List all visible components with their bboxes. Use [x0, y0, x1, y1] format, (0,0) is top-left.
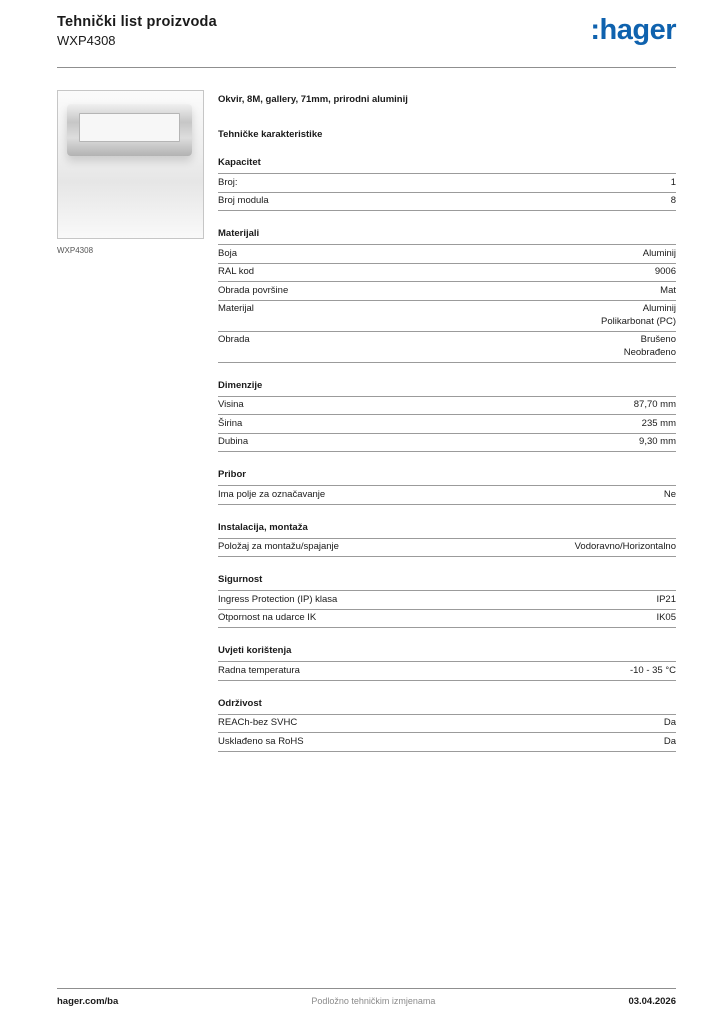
spec-value: 1 [670, 176, 676, 188]
frame-product-image [67, 104, 192, 156]
spec-label: REACh-bez SVHC [218, 717, 298, 728]
footer-date: 03.04.2026 [628, 996, 676, 1007]
spec-label: Dubina [218, 436, 249, 447]
spec-row [218, 174, 676, 193]
spec-label: Obrada površine [218, 284, 289, 296]
spec-value: 9006 [654, 266, 676, 277]
section-rows [218, 538, 676, 558]
photo-caption: WXP4308 [57, 246, 94, 255]
spec-label: Broj modula [218, 195, 269, 206]
spec-value: Vodoravno/Horizontalno [574, 541, 676, 552]
spec-values [664, 717, 676, 730]
doc-title: Tehnički list proizvoda [57, 14, 217, 30]
spec-values [642, 418, 676, 431]
product-photo [57, 90, 204, 239]
spec-values [634, 399, 676, 412]
spec-values [630, 665, 676, 678]
section-rows [218, 396, 676, 453]
spec-values [656, 594, 676, 607]
spec-value: Polikarbonat (PC) [601, 315, 676, 327]
section-title: Kapacitet [218, 157, 261, 168]
spec-label: Materijal [218, 303, 254, 314]
spec-value: Da [663, 717, 676, 728]
spec-row [218, 539, 676, 558]
spec-values [664, 736, 676, 749]
section-rows [218, 244, 676, 363]
specs-title: Tehničke karakteristike [218, 129, 323, 140]
spec-value: Brušeno [640, 334, 676, 345]
spec-value: 235 mm [641, 417, 676, 429]
section-title: Pribor [218, 469, 246, 480]
doc-product-code: WXP4308 [57, 33, 116, 48]
spec-section [218, 157, 676, 211]
spec-row [218, 591, 676, 610]
spec-row [218, 715, 676, 734]
section-rows [218, 485, 676, 505]
section-title: Materijali [218, 228, 260, 239]
frame-product-image-inner [79, 113, 180, 142]
photo-column [57, 90, 204, 255]
page-footer [57, 988, 676, 1007]
spec-section [218, 522, 676, 558]
spec-sections [218, 157, 676, 752]
spec-label: Otpornost na udarce IK [218, 612, 317, 623]
spec-section [218, 698, 676, 752]
spec-value: Mat [660, 284, 676, 296]
spec-value: Neobrađeno [623, 346, 676, 358]
spec-value: Aluminij [642, 303, 676, 314]
spec-label: Ingress Protection (IP) klasa [218, 593, 338, 605]
spec-values [656, 612, 676, 625]
spec-value: 87,70 mm [633, 399, 676, 410]
section-title: Održivost [218, 697, 262, 709]
spec-label: Broj: [218, 176, 238, 188]
spec-values [601, 303, 676, 328]
spec-section [218, 469, 676, 505]
spec-row [218, 415, 676, 434]
spec-label: Usklađeno sa RoHS [218, 735, 304, 747]
section-title: Dimenzije [218, 379, 263, 391]
spec-value: IK05 [656, 612, 676, 623]
footer-site-link: hager.com/ba [57, 996, 119, 1007]
spec-values [664, 489, 676, 502]
spec-values [671, 195, 676, 208]
spec-label: Radna temperatura [218, 664, 300, 676]
spec-row [218, 610, 676, 629]
section-title: Uvjeti korištenja [218, 645, 292, 656]
spec-label: Položaj za montažu/spajanje [218, 541, 339, 552]
spec-value: 9,30 mm [639, 436, 676, 447]
spec-value: -10 - 35 °C [629, 664, 676, 676]
spec-values [639, 436, 676, 449]
spec-row [218, 733, 676, 752]
spec-values [643, 248, 676, 261]
content-area [57, 90, 676, 752]
product-name: Okvir, 8M, gallery, 71mm, prirodni aluminij [218, 94, 408, 105]
spec-values [660, 285, 676, 298]
footer-disclaimer: Podložno tehničkim izmjenama [311, 996, 436, 1006]
spec-section [218, 645, 676, 681]
spec-row [218, 193, 676, 212]
section-rows [218, 590, 676, 628]
spec-label: Obrada [218, 334, 250, 345]
spec-value: Aluminij [642, 247, 676, 259]
section-rows [218, 714, 676, 752]
spec-values [575, 541, 676, 554]
page-header [57, 14, 676, 68]
section-rows [218, 173, 676, 211]
section-title: Sigurnost [218, 574, 263, 585]
spec-values [624, 334, 676, 359]
spec-row [218, 264, 676, 283]
section-title: Instalacija, montaža [218, 521, 308, 533]
spec-value: Ne [663, 488, 676, 500]
spec-row [218, 486, 676, 505]
spec-label: RAL kod [218, 266, 255, 277]
spec-section [218, 574, 676, 628]
section-rows [218, 661, 676, 681]
spec-value: 8 [670, 195, 676, 206]
spec-label: Ima polje za označavanje [218, 488, 326, 500]
spec-label: Boja [218, 247, 238, 259]
spec-row [218, 397, 676, 416]
spec-column [218, 90, 676, 752]
spec-value: Da [663, 735, 676, 747]
spec-label: Visina [218, 399, 244, 410]
spec-values [655, 266, 676, 279]
spec-row [218, 282, 676, 301]
spec-label: Širina [218, 417, 243, 429]
spec-row [218, 301, 676, 332]
spec-row [218, 434, 676, 453]
spec-row [218, 245, 676, 264]
spec-values [671, 177, 676, 190]
spec-row [218, 662, 676, 681]
spec-value: IP21 [656, 593, 676, 605]
spec-section [218, 380, 676, 453]
hager-logo: :hager [590, 14, 676, 46]
spec-row [218, 332, 676, 363]
spec-section [218, 228, 676, 363]
